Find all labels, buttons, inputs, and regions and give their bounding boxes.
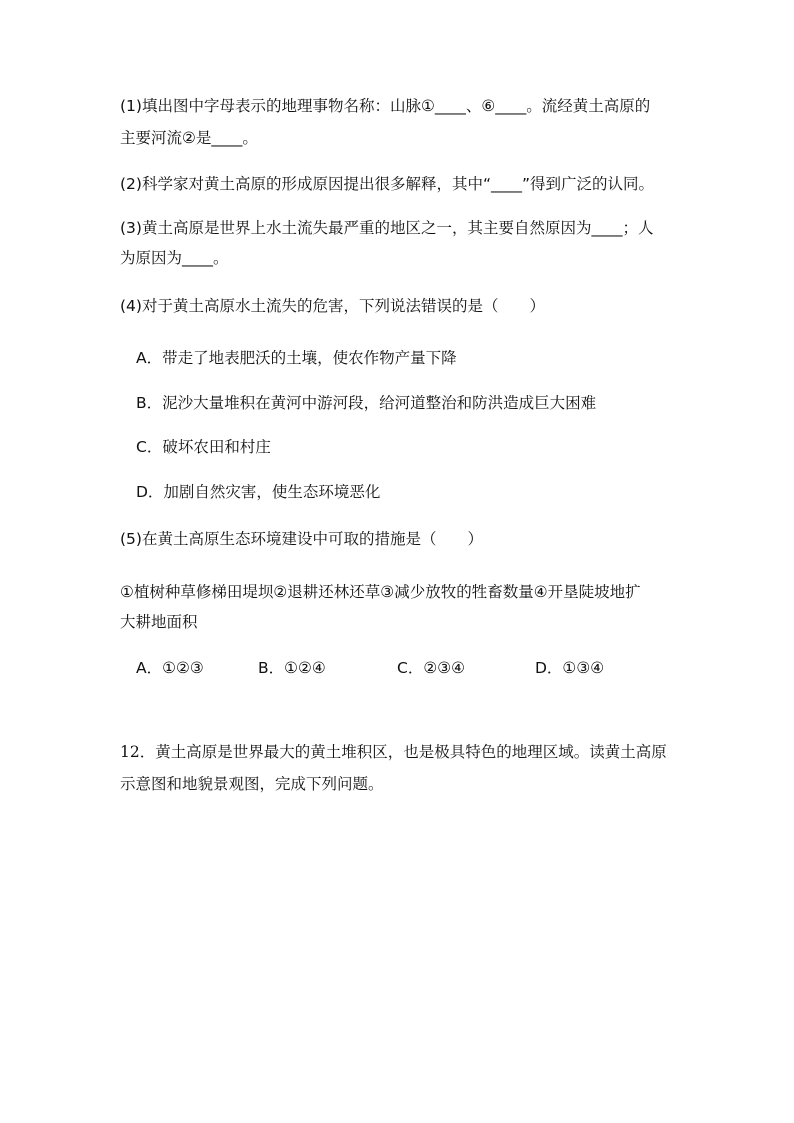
q4-option-a: A．带走了地表肥沃的土壤，使农作物产量下降	[136, 349, 457, 367]
q1-line-2: 主要河流②是____。	[120, 129, 258, 147]
q3-line-2: 为原因为____。	[120, 249, 229, 267]
q4-stem: (4)对于黄土高原水土流失的危害，下列说法错误的是（ ）	[120, 297, 545, 315]
q4-option-d: D．加剧自然灾害，使生态环境恶化	[136, 483, 381, 501]
q12-line-2: 示意图和地貌景观图，完成下列问题。	[120, 775, 384, 793]
q5-choices	[0, 658, 794, 680]
q5-choice-d: D．①③④	[535, 659, 605, 677]
q5-measures-line-2: 大耕地面积	[120, 613, 198, 631]
q3-line-1: (3)黄土高原是世界上水土流失最严重的地区之一，其主要自然原因为____；人	[120, 219, 654, 237]
q2-line-1: (2)科学家对黄土高原的形成原因提出很多解释，其中“____”得到广泛的认同。	[120, 175, 655, 193]
q5-choice-c: C．②③④	[397, 659, 466, 677]
q12-line-1: 12．黄土高原是世界最大的黄土堆积区，也是极具特色的地理区域。读黄土高原	[120, 743, 667, 761]
q4-option-b: B．泥沙大量堆积在黄河中游河段，给河道整治和防洪造成巨大困难	[136, 394, 597, 412]
q5-stem: (5)在黄土高原生态环境建设中可取的措施是（ ）	[120, 530, 483, 548]
q5-measures-line-1: ①植树种草修梯田堤坝②退耕还林还草③减少放牧的牲畜数量④开垦陡坡地扩	[120, 583, 641, 601]
q5-choice-b: B．①②④	[258, 659, 326, 677]
q4-option-c: C．破坏农田和村庄	[136, 438, 271, 456]
q5-choice-a: A．①②③	[136, 659, 204, 677]
q1-line-1: (1)填出图中字母表示的地理事物名称：山脉①____、⑥____。流经黄土高原的	[120, 97, 651, 115]
